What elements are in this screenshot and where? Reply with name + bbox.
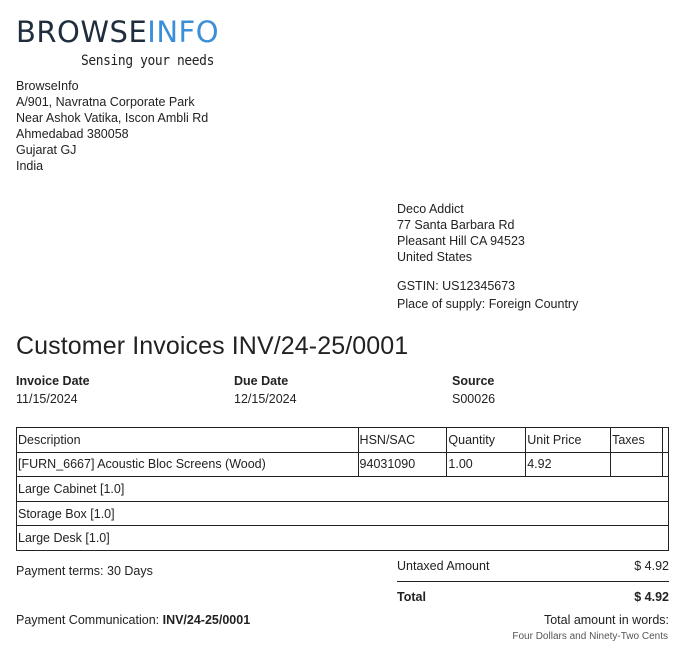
logo-tagline: Sensing your needs (81, 53, 214, 69)
column-header-unit-price: Unit Price (526, 428, 611, 453)
untaxed-amount-row (397, 550, 669, 581)
invoice-date-block (16, 372, 90, 408)
section-label: Large Cabinet [1.0] (17, 477, 669, 502)
line-quantity: 1.00 (447, 452, 526, 477)
company-address-line: India (16, 159, 44, 173)
line-taxes (611, 452, 663, 477)
line-unit-price: 4.92 (526, 452, 611, 477)
customer-address-line: Pleasant Hill CA 94523 (397, 234, 525, 248)
logo-wordmark (16, 15, 236, 49)
table-section-row (17, 501, 669, 526)
customer-address (397, 201, 578, 312)
table-section-row (17, 526, 669, 551)
column-header-taxes: Taxes (611, 428, 663, 453)
customer-address-line: 77 Santa Barbara Rd (397, 218, 515, 232)
due-date-label: Due Date (234, 374, 289, 388)
payment-terms: Payment terms: 30 Days (16, 564, 153, 578)
invoice-title: Customer Invoices INV/24-25/0001 (16, 332, 409, 360)
company-address-line: A/901, Navratna Corporate Park (16, 95, 195, 109)
column-header-quantity: Quantity (447, 428, 526, 453)
table-row (17, 452, 669, 477)
due-date-value: 12/15/2024 (234, 392, 297, 406)
total-row (397, 581, 669, 612)
payment-communication-label: Payment Communication: (16, 613, 163, 627)
company-address-line: Near Ashok Vatika, Iscon Ambli Rd (16, 111, 209, 125)
totals-block (397, 550, 669, 612)
untaxed-amount-label: Untaxed Amount (397, 559, 490, 573)
amount-in-words-value: Four Dollars and Ninety-Two Cents (512, 631, 668, 642)
table-edge-cell (662, 452, 668, 477)
column-header-hsn: HSN/SAC (358, 428, 447, 453)
line-hsn: 94031090 (358, 452, 447, 477)
invoice-date-value: 11/15/2024 (16, 392, 78, 406)
total-value: $ 4.92 (634, 590, 669, 604)
column-header-description: Description (17, 428, 359, 453)
spacer (397, 265, 578, 278)
invoice-lines-table (16, 427, 669, 551)
source-block (452, 372, 495, 408)
source-label: Source (452, 374, 495, 388)
source-value: S00026 (452, 392, 496, 406)
logo-brand-dark: BROWSE (16, 15, 148, 49)
company-address (16, 78, 208, 174)
due-date-block (234, 372, 297, 408)
payment-communication (16, 613, 250, 627)
line-description: [FURN_6667] Acoustic Bloc Screens (Wood) (17, 452, 359, 477)
amount-in-words-label: Total amount in words: (543, 613, 669, 627)
table-edge-cell (662, 428, 668, 453)
invoice-date-label: Invoice Date (16, 374, 90, 388)
customer-address-line: United States (397, 250, 473, 264)
section-label: Large Desk [1.0] (17, 526, 669, 551)
customer-gstin: GSTIN: US12345673 (397, 279, 516, 293)
table-section-row (17, 477, 669, 502)
company-address-line: Gujarat GJ (16, 143, 77, 157)
customer-name: Deco Addict (397, 202, 464, 216)
place-of-supply: Place of supply: Foreign Country (397, 297, 579, 311)
untaxed-amount-value: $ 4.92 (634, 559, 669, 573)
section-label: Storage Box [1.0] (17, 501, 669, 526)
payment-communication-value: INV/24-25/0001 (162, 613, 251, 627)
company-address-line: Ahmedabad 380058 (16, 127, 129, 141)
company-logo (16, 15, 236, 75)
company-name: BrowseInfo (16, 79, 79, 93)
total-label: Total (397, 590, 426, 604)
table-header-row (17, 428, 669, 453)
logo-brand-blue: INFO (147, 15, 220, 49)
